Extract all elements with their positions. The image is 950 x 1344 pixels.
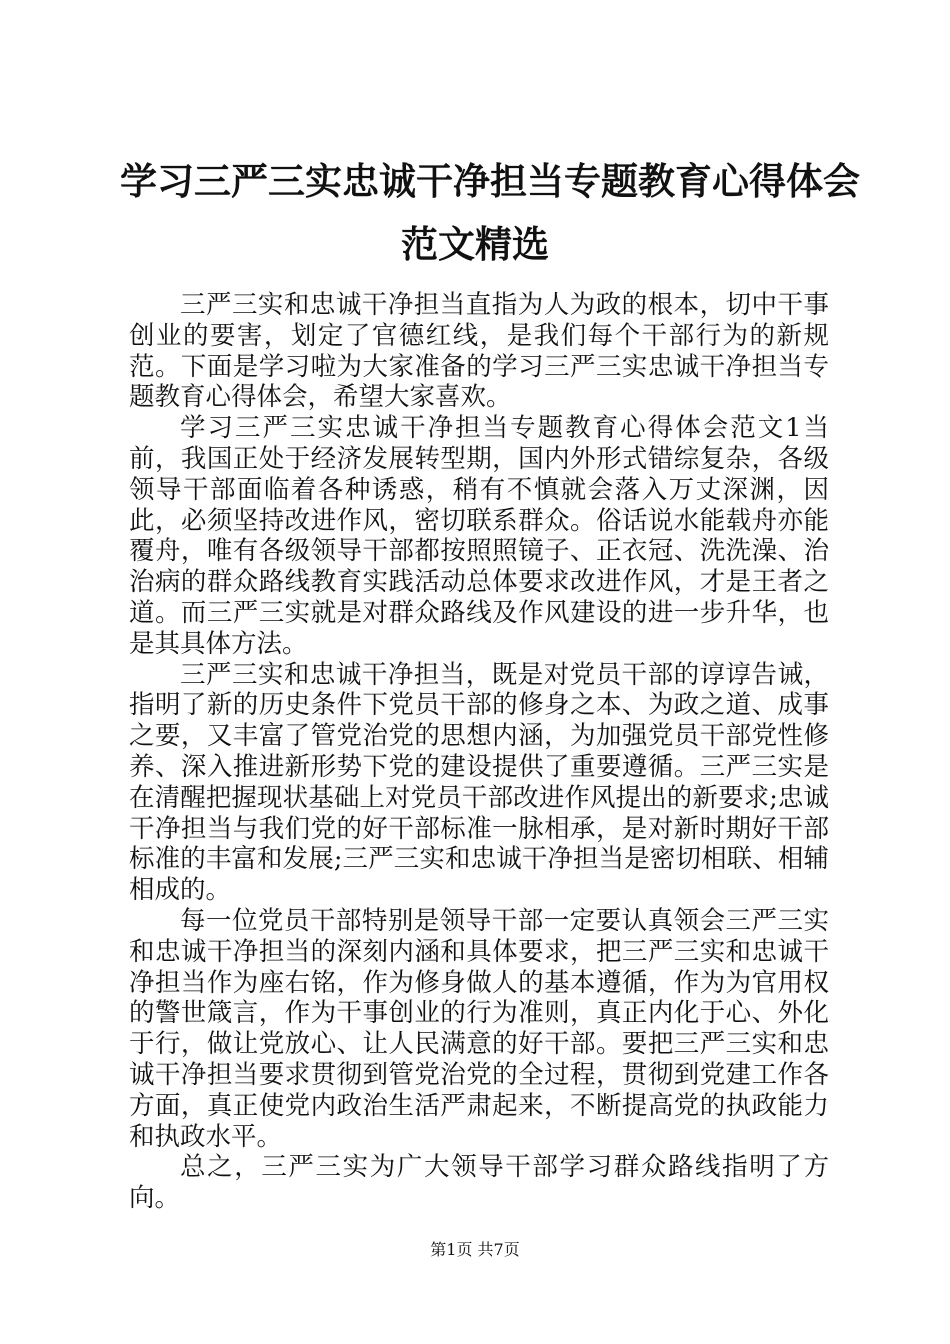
- body-paragraph-3: 三严三实和忠诚干净担当，既是对党员干部的谆谆告诫，指明了新的历史条件下党员干部的修身之本、为政之道、成事之要，又丰富了管党治党的思想内涵，为加强党员干部党性修养、深入推进新形势下党的建设提供了重要遵循。三严三实是在清醒把握现状基础上对党员干部改进作风提出的新要求;忠诚干净担当与我们党的好干部标准一脉相承，是对新时期好干部标准的丰富和发展;三严三实和忠诚干净担当是密切相联、相辅相成的。: [129, 659, 829, 906]
- body-paragraph-5: 总之，三严三实为广大领导干部学习群众路线指明了方向。: [129, 1152, 829, 1214]
- page-number-footer: 第1页 共7页: [430, 1240, 520, 1259]
- body-paragraph-1: 三严三实和忠诚干净担当直指为人为政的根本，切中干事创业的要害，划定了官德红线，是我们每个干部行为的新规范。下面是学习啦为大家准备的学习三严三实忠诚干净担当专题教育心得体会，希望大家喜欢。: [129, 290, 829, 413]
- document-title-line-2: 范文精选: [401, 223, 549, 266]
- document-body: [129, 290, 829, 1214]
- document-title-line-1: 学习三严三实忠诚干净担当专题教育心得体会: [120, 160, 860, 203]
- body-paragraph-4: 每一位党员干部特别是领导干部一定要认真领会三严三实和忠诚干净担当的深刻内涵和具体要求，把三严三实和忠诚干净担当作为座右铭，作为修身做人的基本遵循，作为为官用权的警世箴言，作为干事创业的行为准则，真正内化于心、外化于行，做让党放心、让人民满意的好干部。要把三严三实和忠诚干净担当要求贯彻到管党治党的全过程，贯彻到党建工作各方面，真正使党内政治生活严肃起来，不断提高党的执政能力和执政水平。: [129, 905, 829, 1152]
- body-paragraph-2: 学习三严三实忠诚干净担当专题教育心得体会范文1当前，我国正处于经济发展转型期，国内外形式错综复杂，各级领导干部面临着各种诱惑，稍有不慎就会落入万丈深渊，因此，必须坚持改进作风，密切联系群众。俗话说水能载舟亦能覆舟，唯有各级领导干部都按照照镜子、正衣冠、洗洗澡、治治病的群众路线教育实践活动总体要求改进作风，才是王者之道。而三严三实就是对群众路线及作风建设的进一步升华，也是其具体方法。: [129, 413, 829, 659]
